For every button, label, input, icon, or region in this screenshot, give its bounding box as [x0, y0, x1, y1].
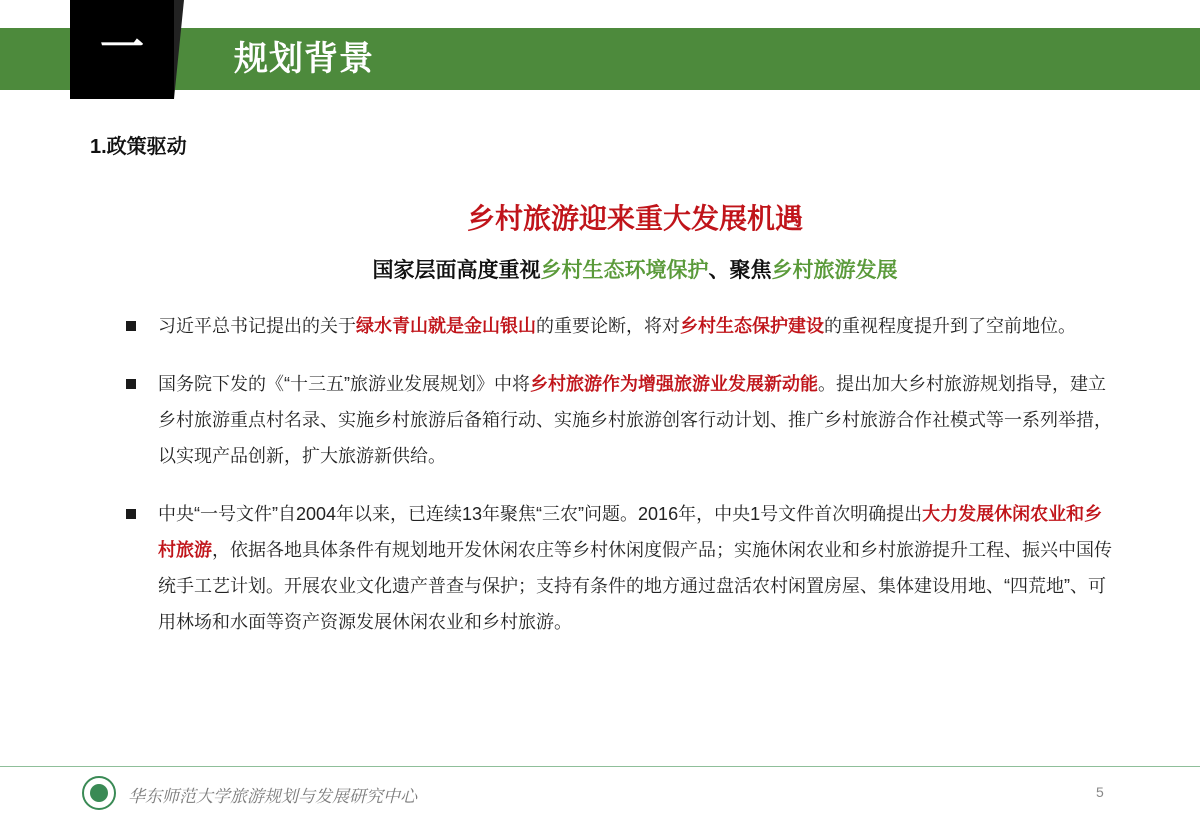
section-number: 一	[100, 23, 144, 72]
bullet-item	[120, 308, 1120, 344]
bullet-highlight: 大力发展休闲农业和乡村旅游	[158, 504, 1103, 560]
bullet-text: 国务院下发的《“十三五”旅游业发展规划》中将	[158, 374, 530, 394]
bullet-text: 中央“一号文件”自2004年以来，已连续13年聚焦“三农”问题。2016年，中央1号文件首次明确提出	[158, 504, 923, 524]
footer-organization: 华东师范大学旅游规划与发展研究中心	[128, 787, 417, 806]
section-heading: 1.政策驱动	[90, 136, 187, 158]
section-number-tab	[174, 0, 184, 99]
page-number: 5	[1096, 784, 1104, 800]
subhead-text-2: 、聚焦	[708, 259, 772, 282]
headline: 乡村旅游迎来重大发展机遇	[466, 203, 803, 234]
subhead-text-1: 国家层面高度重视	[372, 259, 541, 282]
bullet-text: 的重要论断，将对	[536, 316, 680, 336]
bullet-item	[120, 366, 1120, 474]
bullet-list	[120, 308, 1120, 662]
bullet-item	[120, 496, 1120, 640]
subheadline	[0, 254, 1200, 284]
bullet-text: 。提出加大乡村旅游规划指导，建立乡村旅游重点村名录、实施乡村旅游后备箱行动、实施乡村旅游创客行动计划、推广乡村旅游合作社模式等一系列举措，以实现产品创新，扩大旅游新供给。	[158, 374, 1112, 466]
bullet-text: 的重视程度提升到了空前地位。	[824, 316, 1076, 336]
page-title: 规划背景	[234, 40, 374, 78]
square-bullet-icon	[126, 509, 136, 519]
square-bullet-icon	[126, 321, 136, 331]
bullet-text: ，依据各地具体条件有规划地开发休闲农庄等乡村休闲度假产品；实施休闲农业和乡村旅游提升工程、振兴中国传统手工艺计划。开展农业文化遗产普查与保护；支持有条件的地方通过盘活农村闲置房屋、集体建设用地、“四荒地”、可用林场和水面等资产资源发展休闲农业和乡村旅游。	[158, 540, 1112, 632]
bullet-highlight: 绿水青山就是金山银山	[356, 316, 536, 336]
square-bullet-icon	[126, 379, 136, 389]
logo-emblem	[90, 784, 108, 802]
bullet-highlight: 乡村旅游作为增强旅游业发展新动能	[530, 374, 818, 394]
section-number-block	[70, 0, 174, 99]
bullet-highlight: 乡村生态保护建设	[680, 316, 824, 336]
bullet-text: 习近平总书记提出的关于	[158, 316, 356, 336]
subhead-highlight-2: 乡村旅游发展	[771, 259, 898, 282]
subhead-highlight-1: 乡村生态环境保护	[540, 259, 709, 282]
footer-divider	[0, 766, 1200, 767]
university-logo-icon	[82, 776, 116, 810]
